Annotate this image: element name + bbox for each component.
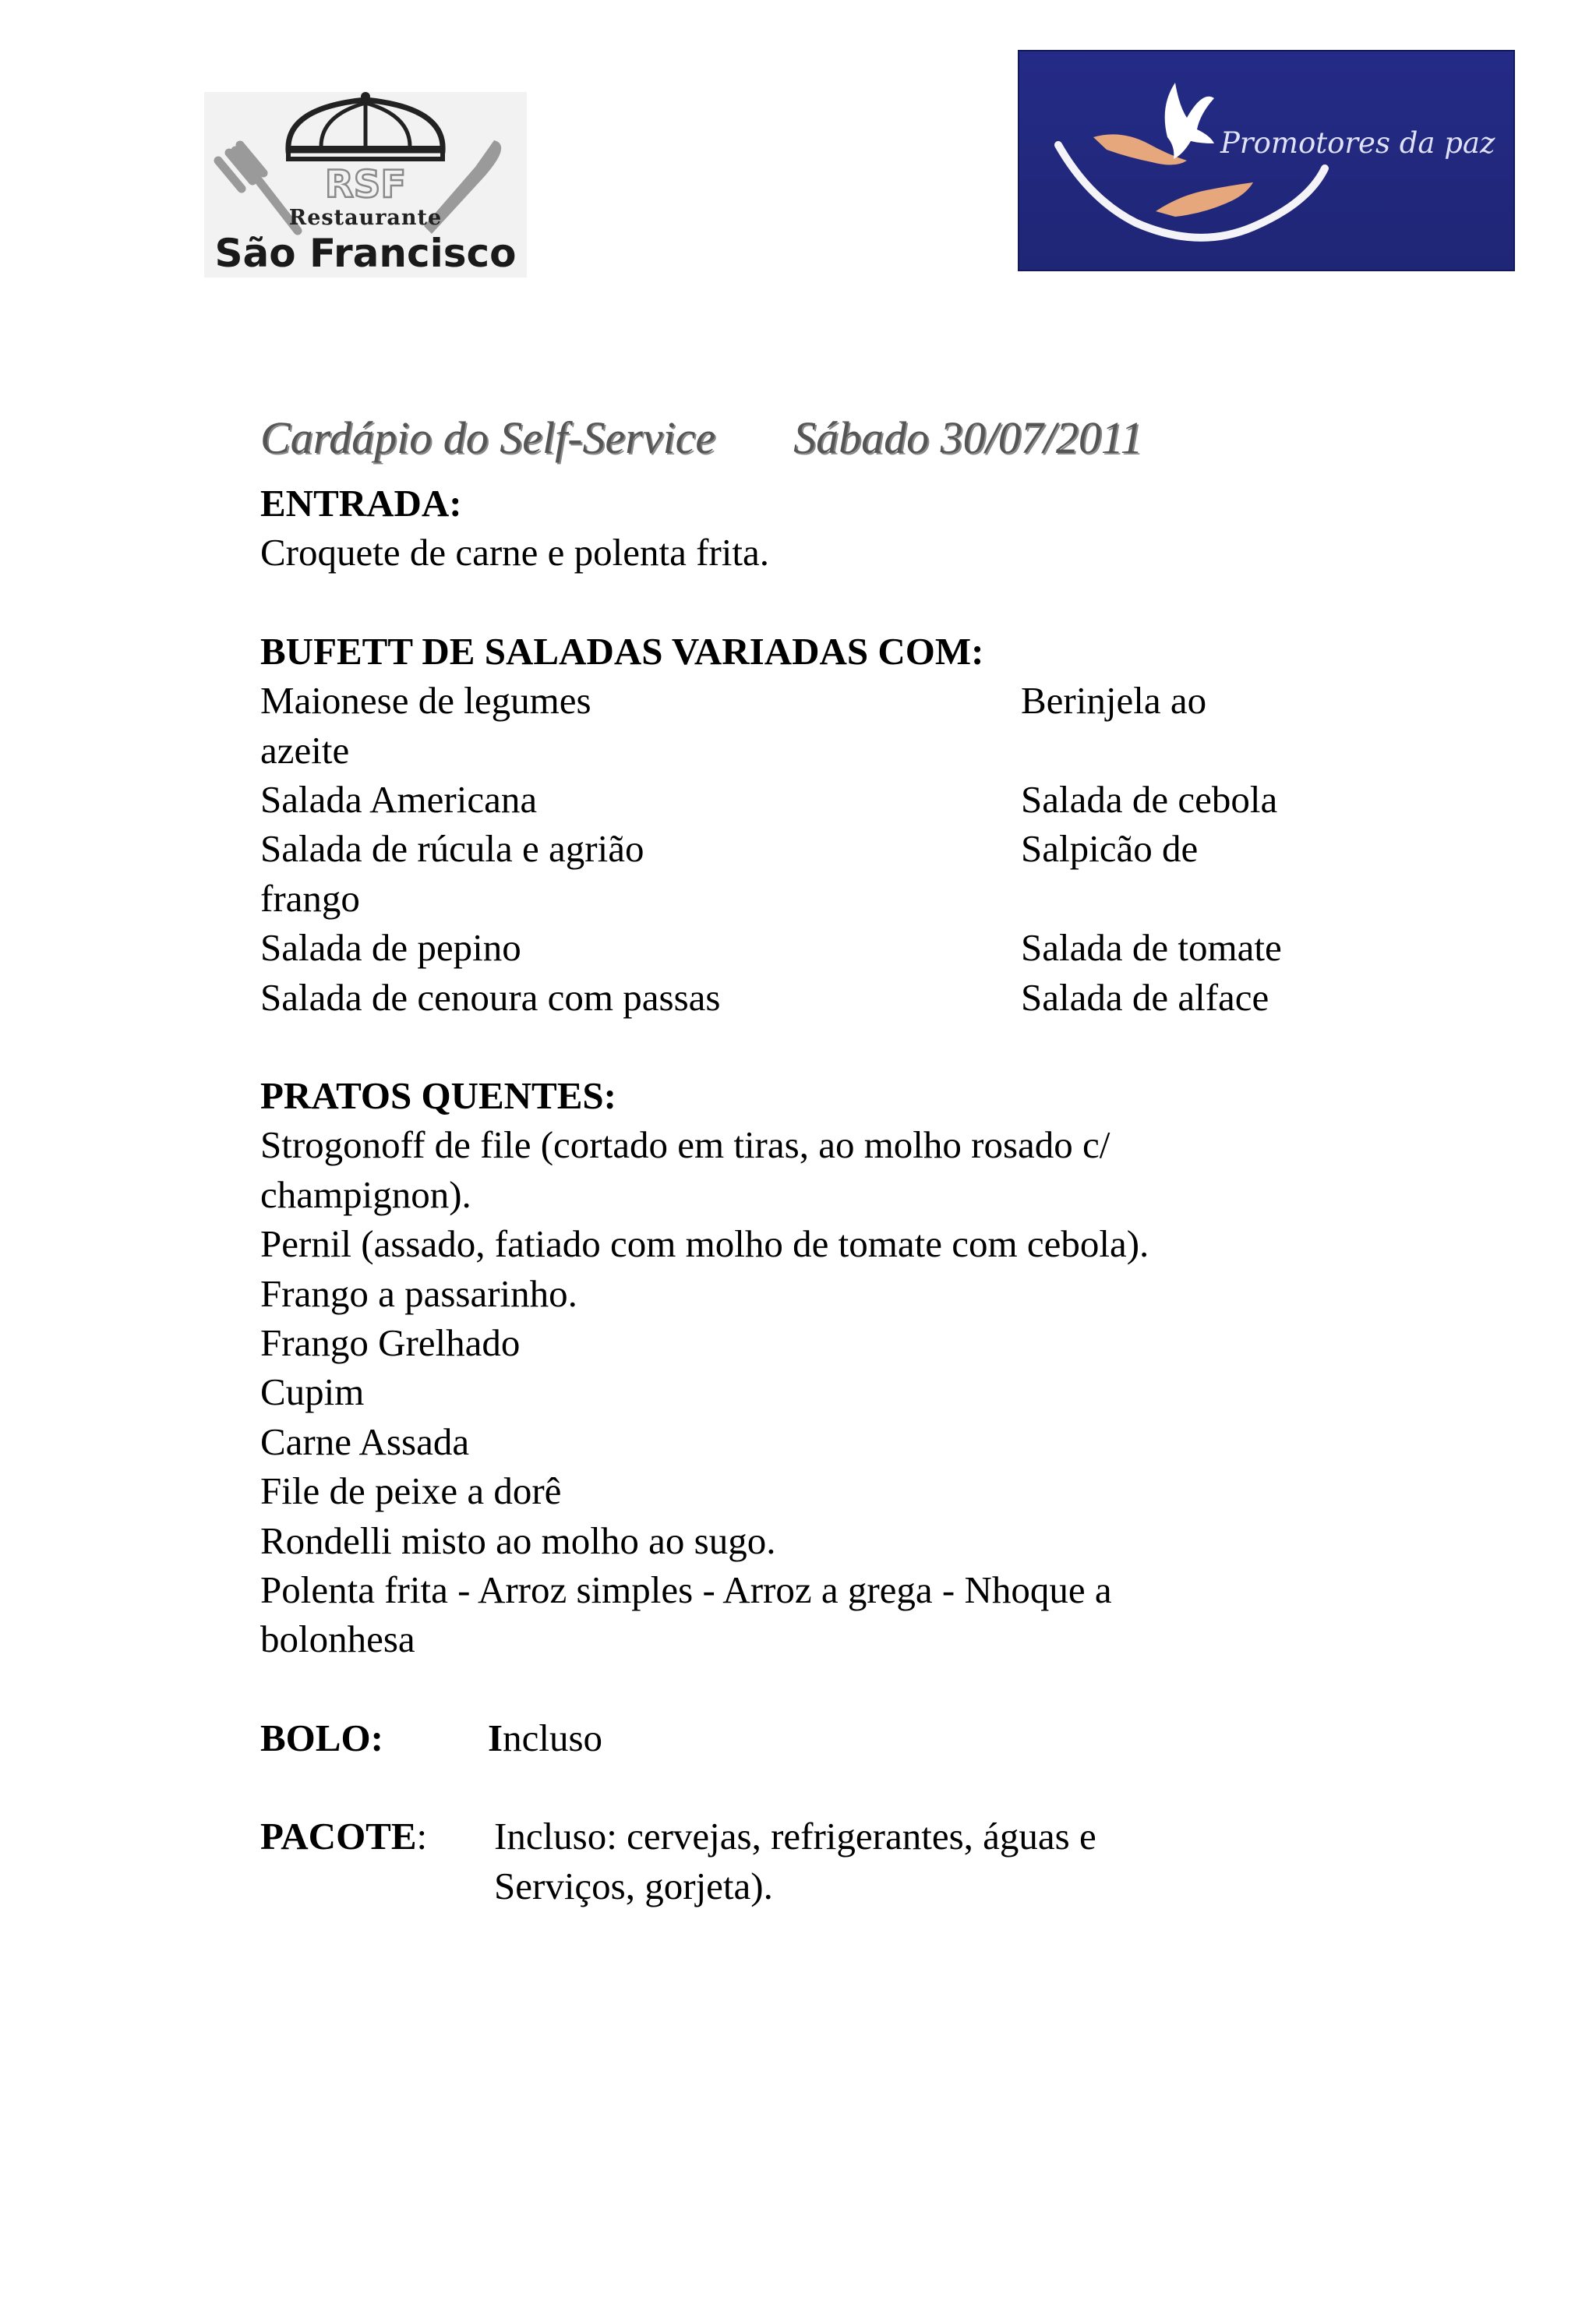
salad-item: Salada de cenoura com passas xyxy=(260,975,721,1019)
logo-restaurant-name: São Francisco xyxy=(214,231,517,276)
svg-text:RSF: RSF xyxy=(324,163,407,207)
dove-hands-icon xyxy=(1019,51,1513,270)
pacote-value: Incluso: cervejas, refrigerantes, águas e xyxy=(494,1815,1096,1858)
salad-item: Salada Americana xyxy=(260,778,538,821)
prato-line: Polenta frita - Arroz simples - Arroz a grega - Nhoque a xyxy=(260,1568,1112,1612)
prato-line: Strogonoff de file (cortado em tiras, ao molho rosado c/ xyxy=(260,1123,1110,1167)
logo-subtitle: Restaurante xyxy=(288,206,443,230)
pacote-value-2: Serviços, gorjeta). xyxy=(494,1864,773,1907)
menu-title-date: Sábado 30/07/2011 xyxy=(793,412,1143,463)
salad-item: Salpicão de xyxy=(1021,827,1199,871)
salad-row xyxy=(260,874,1367,923)
prato-line: File de peixe a dorê xyxy=(260,1469,562,1513)
promotores-logo xyxy=(1018,50,1515,271)
bolo-label: BOLO: xyxy=(260,1716,383,1759)
prato-line: bolonhesa xyxy=(260,1617,415,1661)
salad-item: Salada de tomate xyxy=(1021,926,1282,970)
salad-row xyxy=(260,923,1367,972)
salad-item: Berinjela ao xyxy=(1021,679,1207,723)
salad-row xyxy=(260,726,1367,775)
pacote-row xyxy=(260,1812,1367,1861)
prato-line: Carne Assada xyxy=(260,1419,470,1463)
menu-content xyxy=(260,410,1367,1911)
salad-row xyxy=(260,676,1367,725)
menu-title xyxy=(260,410,1367,466)
prato-line: champignon). xyxy=(260,1172,471,1216)
salad-row xyxy=(260,973,1367,1022)
logo-slogan: Promotores da paz xyxy=(1220,126,1495,160)
prato-line: Frango a passarinho. xyxy=(260,1271,577,1315)
salad-item: Maionese de legumes xyxy=(260,679,591,723)
prato-line: Rondelli misto ao molho ao sugo. xyxy=(260,1518,776,1562)
restaurant-logo xyxy=(204,92,527,278)
saladas-heading: BUFETT DE SALADAS VARIADAS COM: xyxy=(260,629,984,673)
salad-item: frango xyxy=(260,876,360,920)
salad-item: Salada de rúcula e agrião xyxy=(260,827,644,871)
bolo-value: Incluso xyxy=(488,1716,603,1759)
prato-line: Pernil (assado, fatiado com molho de tomate com cebola). xyxy=(260,1222,1149,1266)
pratos-list xyxy=(260,1120,1367,1663)
pacote-row-2 xyxy=(260,1861,1367,1911)
prato-line: Frango Grelhado xyxy=(260,1320,521,1364)
salad-item: Salada de alface xyxy=(1021,975,1269,1019)
entrada-item: Croquete de carne e polenta frita. xyxy=(260,531,770,574)
prato-line: Cupim xyxy=(260,1370,365,1414)
entrada-heading: ENTRADA: xyxy=(260,482,462,525)
saladas-list xyxy=(260,676,1367,1022)
salad-row xyxy=(260,775,1367,824)
menu-title-main: Cardápio do Self-Service xyxy=(260,412,716,463)
salad-item: azeite xyxy=(260,728,350,772)
pratos-heading: PRATOS QUENTES: xyxy=(260,1073,616,1117)
bolo-row xyxy=(260,1713,1367,1762)
salad-item: Salada de cebola xyxy=(1021,778,1278,821)
salad-item: Salada de pepino xyxy=(260,926,521,970)
salad-row xyxy=(260,824,1367,873)
pacote-label: PACOTE: xyxy=(260,1815,428,1858)
